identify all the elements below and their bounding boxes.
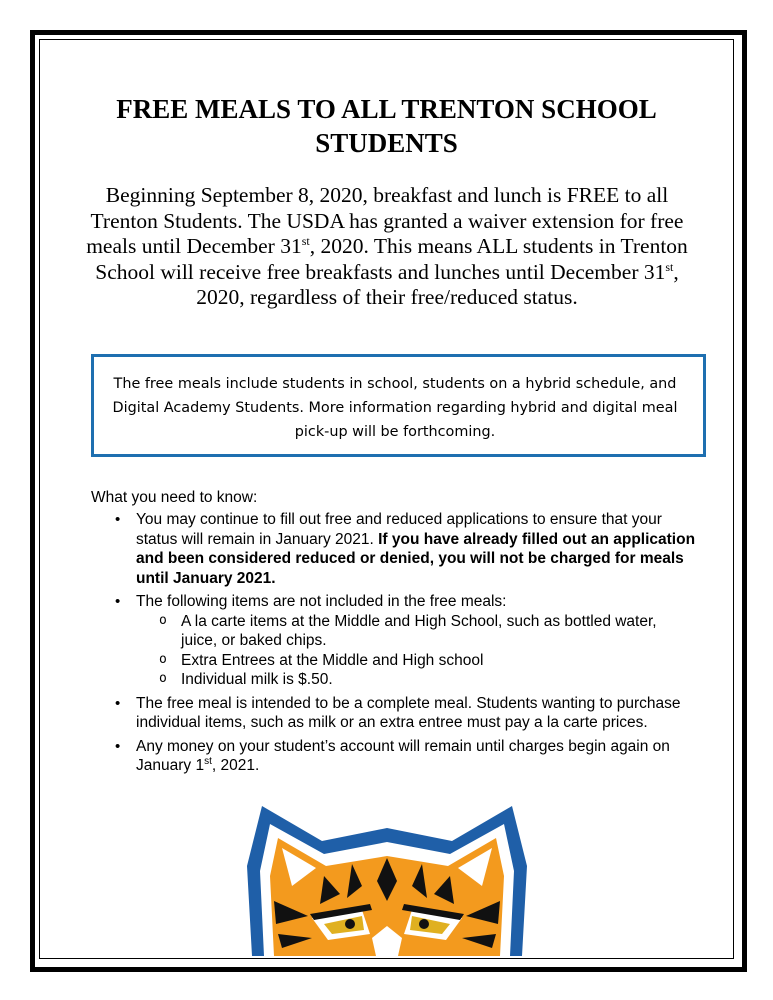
list-item	[136, 737, 696, 776]
callout-text: The free meals include students in school, students on a hybrid schedule, and Digital Academy Students. More information regarding hybrid and digital meal pick-up will be forthcoming.	[112, 376, 678, 440]
bullet-1-bold-text: If you have already filled out an application and been considered reduced or denied, you will not be charged for meals until January 2021.	[136, 530, 696, 587]
flyer-title: FREE MEALS TO ALL TRENTON SCHOOL STUDENTS	[116, 94, 657, 158]
sub-list-item: o Individual milk is $.50.	[181, 670, 696, 690]
intro-text-part-2: , 2020. This means ALL students in Trenton School will receive free breakfasts and lunches until December 31	[95, 234, 688, 284]
excluded-items-list	[136, 612, 696, 690]
sub-list-item: o Extra Entrees at the Middle and High school	[181, 651, 696, 671]
tiger-mascot-icon	[212, 806, 562, 956]
bullet-4-text-part-1: Any money on your student’s account will remain until charges begin again on January 1	[136, 737, 670, 774]
intro-text-part-3: , 2020, regardless of their free/reduced status.	[196, 259, 679, 310]
sub-list-item: o A la carte items at the Middle and High School, such as bottled water, juice, or baked chips.	[181, 612, 696, 651]
list-item: • The free meal is intended to be a complete meal. Students wanting to purchase individual items, such as milk or an extra entree must pay a la carte prices.	[136, 694, 696, 733]
know-list	[136, 510, 696, 780]
bullet-2-text: The following items are not included in the free meals:	[136, 593, 507, 610]
intro-text-part-1: Beginning September 8, 2020, breakfast and lunch is FREE to all Trenton Students. The USDA has granted a waiver extension for free meals until December 31	[86, 183, 684, 259]
know-heading: What you need to know:	[91, 489, 258, 506]
bullet-1-text: You may continue to fill out free and reduced applications to ensure that your status will remain in January 2021.	[136, 511, 662, 548]
list-item	[136, 510, 696, 588]
list-item	[136, 592, 696, 690]
bullet-4-text-part-2: , 2021.	[211, 757, 260, 774]
intro-ordinal-2: st	[665, 259, 674, 274]
bullet-4-ordinal: st	[204, 755, 212, 767]
intro-ordinal-1: st	[301, 234, 310, 249]
intro-paragraph	[78, 183, 696, 311]
